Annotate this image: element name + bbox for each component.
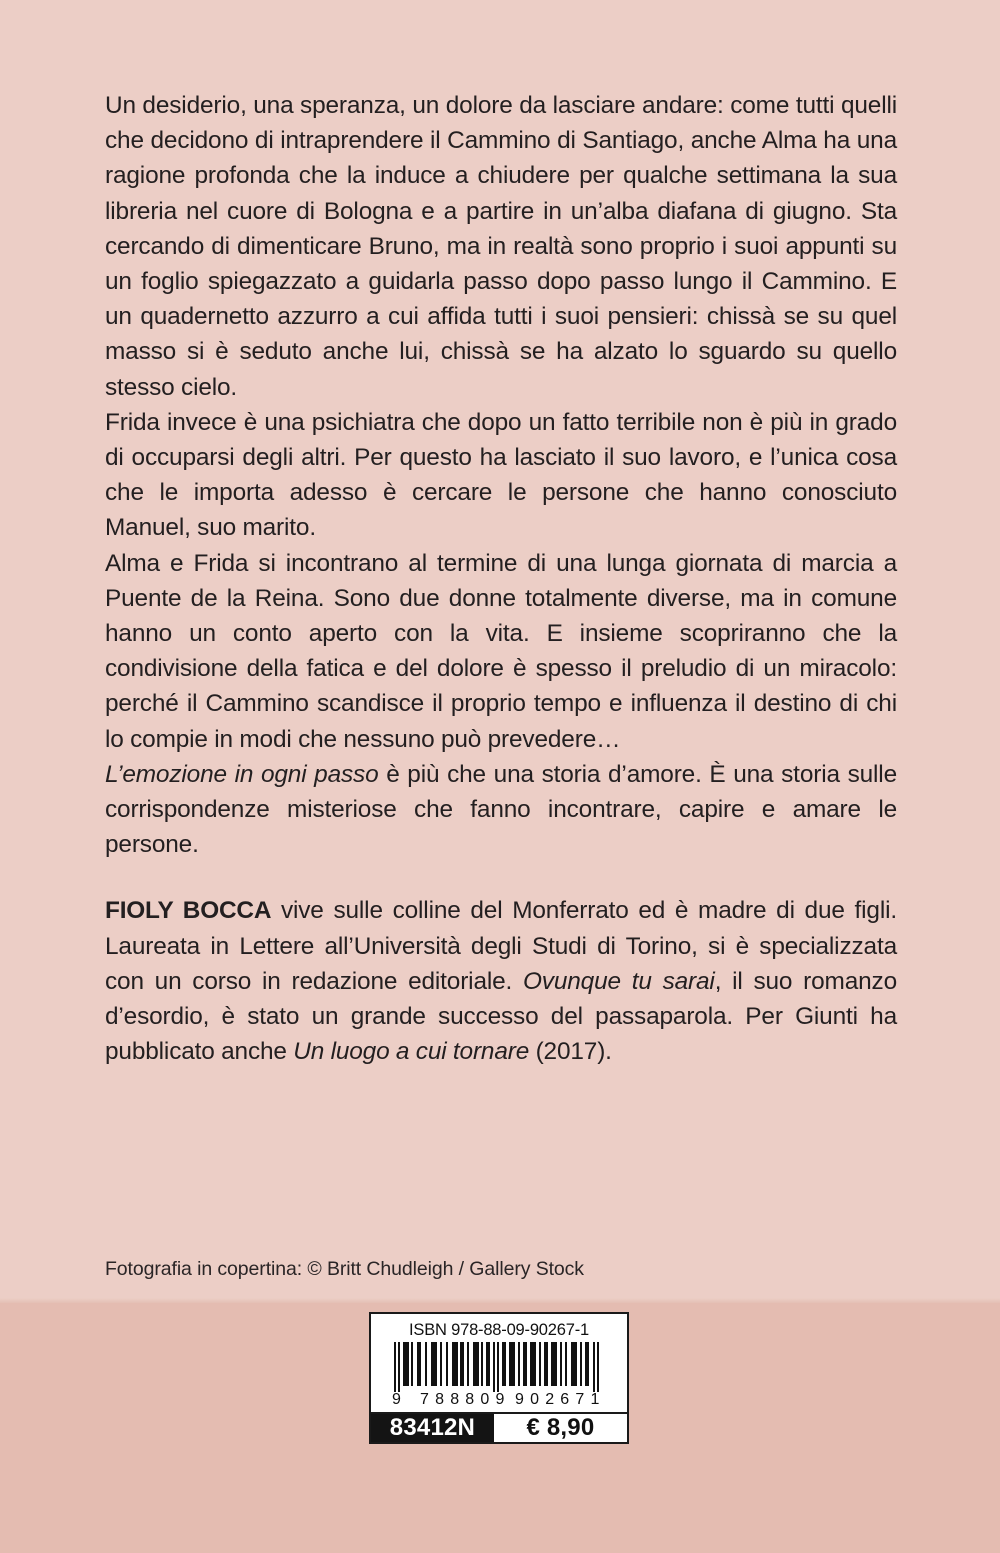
barcode-digit-leading: 9 [392,1391,401,1408]
barcode-digit-group-2: 902671 [515,1391,606,1408]
author-name: FIOLY BOCCA [105,897,272,925]
isbn-label: ISBN 978-88-09-90267-1 [409,1321,589,1339]
blurb-paragraph-2-text: Frida invece è una psichiatra che dopo un fatto terribile non è più in grado di occuparsi degli altri. Per questo ha lasciato il suo lavoro, e l’unica cosa che le importa adesso è cercare le persone che hanno conosciuto Manuel, suo marito. [105,408,897,542]
barcode-digit-group-1: 788809 [420,1391,511,1408]
product-code: 83412N [371,1414,494,1442]
blurb-paragraph-4 [105,757,897,863]
blurb-paragraph-1 [105,88,897,405]
barcode-upper-section [371,1314,627,1412]
barcode-digits-row [384,1391,614,1408]
barcode-price-row [371,1412,627,1442]
book-title-italic: L’emozione in ogni passo [105,760,379,788]
price-label: € 8,90 [494,1414,627,1442]
barcode-bars-svg [392,1342,606,1392]
blurb-paragraph-3-text: Alma e Frida si incontrano al termine di una lunga giornata di marcia a Puente de la Reina. Sono due donne totalmente diverse, ma in comune hanno un conto aperto con la vita. E insieme scopriranno che la condivisione della fatica e del dolore è spesso il preludio di un miracolo: perché il Cammino scandisce il proprio tempo e influenza il destino di chi lo compie in modi che nessuno può prevedere… [105,549,897,753]
blurb-paragraph-4-text: è più che una storia d’amore. È una storia sulle corrispondenze misteriose che fanno incontrare, capire e amare le persone. [105,760,897,859]
barcode-bars [392,1342,606,1392]
author-work-title-2: Un luogo a cui tornare [293,1038,530,1066]
author-bio-text-2: , il suo romanzo d’esordio, è stato un grande successo del passaparola. Per Giunti ha pubblicato anche [105,967,897,1066]
back-cover-text-column [105,88,897,1069]
author-bio [105,893,897,1069]
blurb-paragraph-1-text: Un desiderio, una speranza, un dolore da lasciare andare: come tutti quelli che decidono di intraprendere il Cammino di Santiago, anche Alma ha una ragione profonda che la induce a chiudere per qualche settimana la sua libreria nel cuore di Bologna e a partire in un’alba diafana di giugno. Sta cercando di dimenticare Bruno, ma in realtà sono proprio i suoi appunti su un foglio spiegazzato a guidarla passo dopo passo lungo il Cammino. E un quadernetto azzurro a cui affida tutti i suoi pensieri: chissà se su quel masso si è seduto anche lui, chissà se ha alzato lo sguardo su quello stesso cielo. [105,92,897,401]
barcode-block [369,1312,629,1444]
author-work-title-1: Ovunque tu sarai [522,967,715,995]
author-bio-text-1: vive sulle colline del Monferrato ed è madre di due figli. Laureata in Lettere all’Università degli Studi di Torino, si è specializzata con un corso in redazione editoriale. [105,897,897,995]
author-bio-text-3: (2017). [529,1038,612,1066]
blurb-paragraph-3 [105,546,897,757]
blurb-paragraph-2 [105,405,897,546]
photo-credit: Fotografia in copertina: © Britt Chudleigh / Gallery Stock [105,1258,584,1280]
